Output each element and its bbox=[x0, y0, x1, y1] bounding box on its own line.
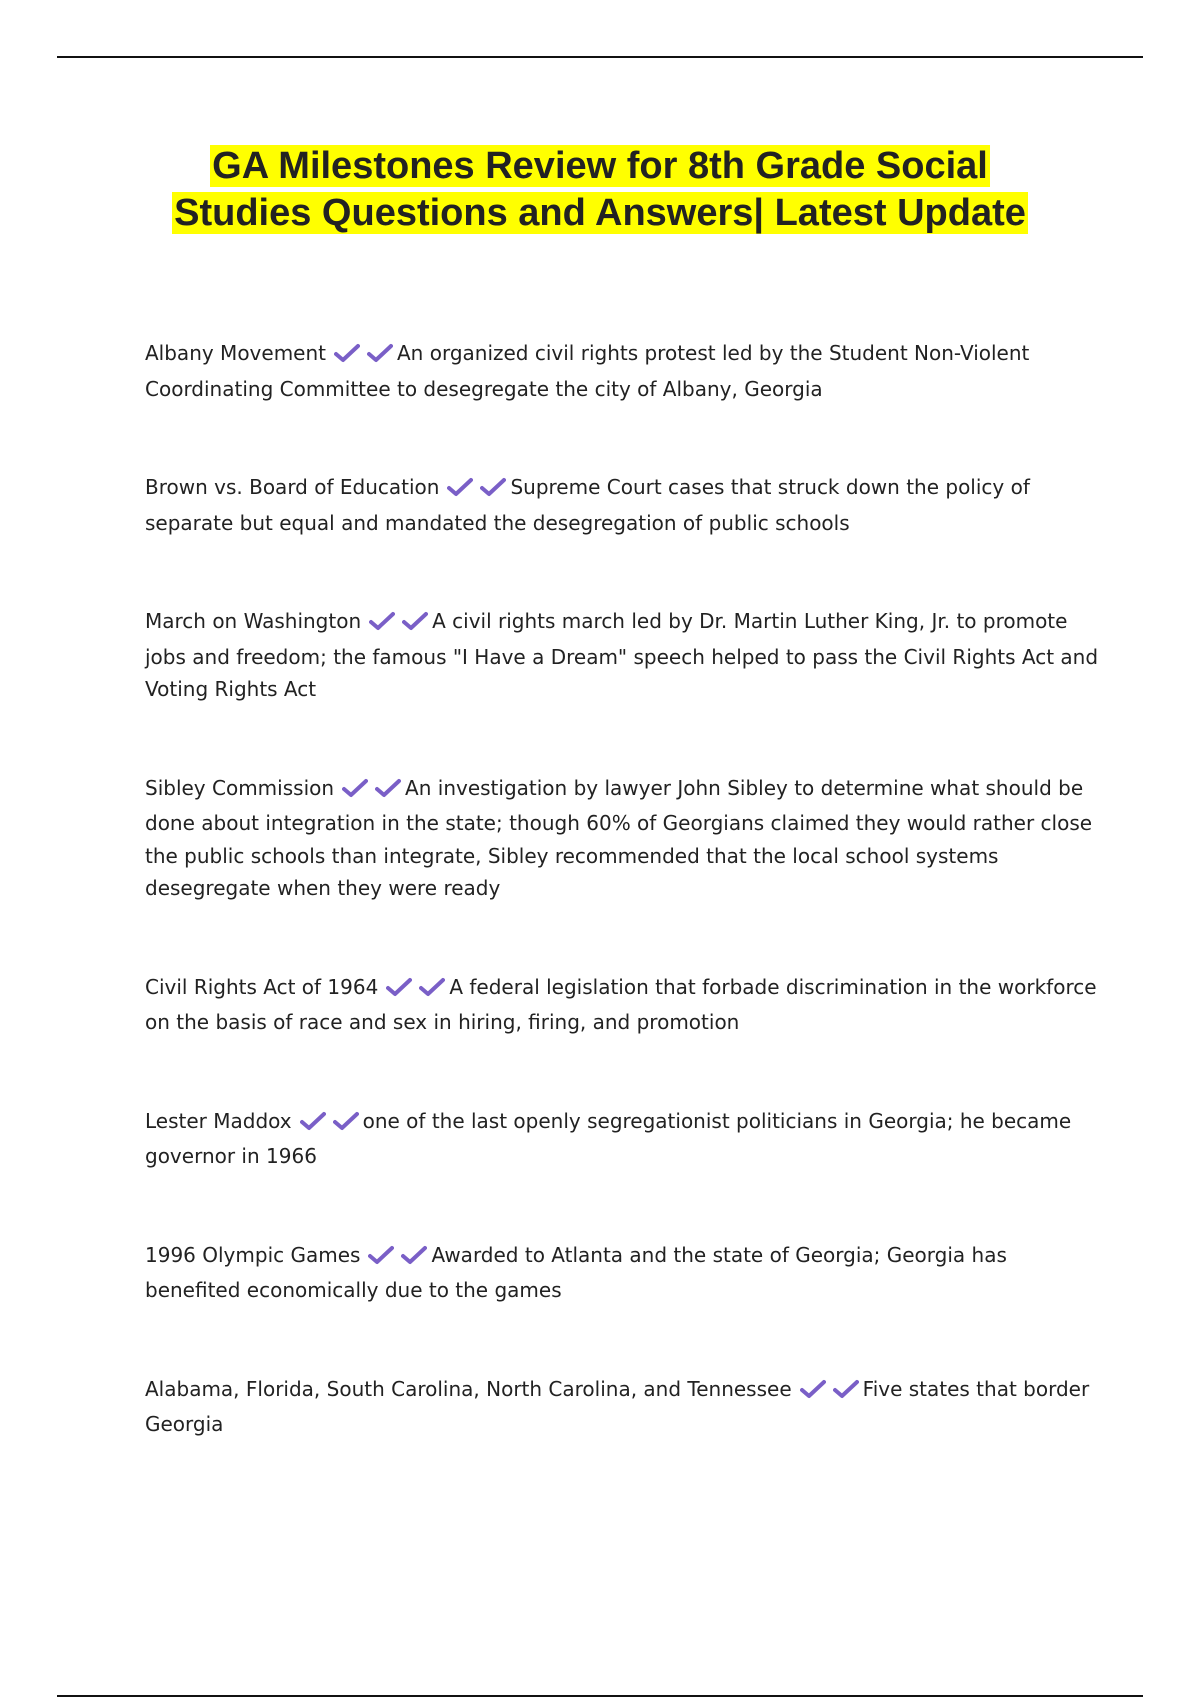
qa-definition: Five states that border Georgia bbox=[145, 1376, 1090, 1436]
check-icon bbox=[480, 477, 506, 497]
qa-definition: one of the last openly segregationist politicians in Georgia; he became governor in 1966 bbox=[145, 1108, 1072, 1168]
answer-checkmarks bbox=[334, 340, 393, 373]
check-icon bbox=[342, 778, 368, 798]
check-icon bbox=[402, 611, 428, 631]
check-icon bbox=[447, 477, 473, 497]
top-rule bbox=[57, 56, 1143, 58]
answer-checkmarks bbox=[300, 1108, 359, 1141]
qa-definition: A federal legislation that forbade discrimination in the workforce on the basis of race and sex in hiring, firing, and promotion bbox=[145, 974, 1097, 1034]
qa-item bbox=[145, 772, 1100, 905]
qa-term: Lester Maddox bbox=[145, 1108, 292, 1133]
check-icon bbox=[375, 778, 401, 798]
qa-term: Brown vs. Board of Education bbox=[145, 475, 440, 499]
check-icon bbox=[419, 977, 445, 997]
qa-list bbox=[145, 337, 1100, 1507]
title-line-2: Studies Questions and Answers| Latest Update bbox=[174, 192, 1026, 234]
check-icon bbox=[368, 1245, 394, 1265]
qa-term: March on Washington bbox=[145, 609, 362, 633]
answer-checkmarks bbox=[369, 608, 428, 641]
check-icon bbox=[401, 1245, 427, 1265]
document-title bbox=[0, 143, 1200, 237]
title-line-1: GA Milestones Review for 8th Grade Social bbox=[212, 145, 988, 187]
answer-checkmarks bbox=[447, 474, 506, 507]
check-icon bbox=[334, 343, 360, 363]
qa-term: Albany Movement bbox=[145, 341, 326, 365]
qa-definition: Supreme Court cases that struck down the policy of separate but equal and mandated the desegregation of public schools bbox=[145, 475, 1030, 535]
qa-item bbox=[145, 1239, 1100, 1307]
check-icon bbox=[369, 611, 395, 631]
qa-item bbox=[145, 471, 1100, 539]
check-icon bbox=[300, 1111, 326, 1131]
qa-definition: Awarded to Atlanta and the state of Georgia; Georgia has benefited economically due to the games bbox=[145, 1242, 1007, 1302]
qa-term: Sibley Commission bbox=[145, 775, 335, 800]
check-icon bbox=[800, 1379, 826, 1399]
qa-definition: A civil rights march led by Dr. Martin Luther King, Jr. to promote jobs and freedom; the famous "I Have a Dream" speech helped to pass the Civil Rights Act and Voting Rights Act bbox=[145, 609, 1099, 701]
answer-checkmarks bbox=[800, 1376, 859, 1409]
check-icon bbox=[367, 343, 393, 363]
qa-definition: An investigation by lawyer John Sibley to determine what should be done about integration in the state; though 60% of Georgians claimed they would rather close the public schools than integrate, Sibley recommended that the local school systems desegregate when they were ready bbox=[145, 775, 1093, 900]
answer-checkmarks bbox=[386, 974, 445, 1007]
bottom-rule bbox=[57, 1695, 1143, 1697]
qa-term: Alabama, Florida, South Carolina, North Carolina, and Tennessee bbox=[145, 1376, 792, 1401]
qa-item bbox=[145, 1105, 1100, 1173]
answer-checkmarks bbox=[342, 775, 401, 808]
check-icon bbox=[833, 1379, 859, 1399]
qa-item bbox=[145, 337, 1100, 405]
check-icon bbox=[333, 1111, 359, 1131]
qa-term: Civil Rights Act of 1964 bbox=[145, 974, 379, 999]
qa-item bbox=[145, 971, 1100, 1039]
qa-item bbox=[145, 1373, 1100, 1441]
qa-term: 1996 Olympic Games bbox=[145, 1242, 361, 1267]
answer-checkmarks bbox=[368, 1242, 427, 1275]
check-icon bbox=[386, 977, 412, 997]
qa-definition: An organized civil rights protest led by the Student Non-Violent Coordinating Committee to desegregate the city of Albany, Georgia bbox=[145, 341, 1030, 401]
qa-item bbox=[145, 605, 1100, 706]
